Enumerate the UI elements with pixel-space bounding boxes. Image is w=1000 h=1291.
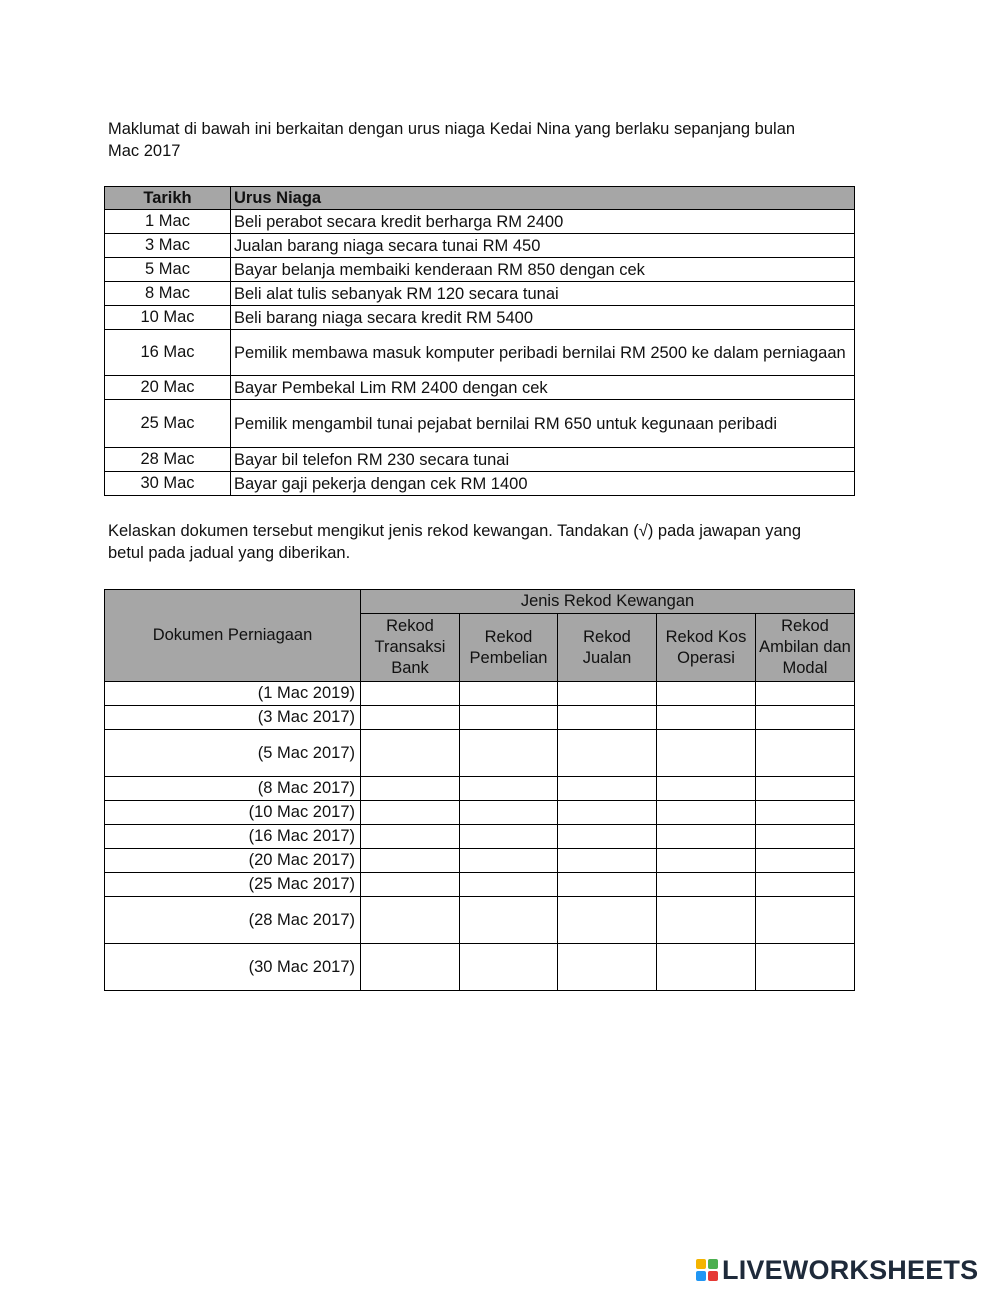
transaction-date: 3 Mac bbox=[105, 234, 231, 258]
answer-cell[interactable] bbox=[657, 849, 756, 873]
answer-cell[interactable] bbox=[361, 849, 460, 873]
answer-cell[interactable] bbox=[756, 873, 855, 897]
answer-cell[interactable] bbox=[657, 801, 756, 825]
answer-cell[interactable] bbox=[756, 706, 855, 730]
answer-cell[interactable] bbox=[756, 849, 855, 873]
transaction-date: 28 Mac bbox=[105, 448, 231, 472]
transactions-header-row bbox=[105, 187, 855, 210]
document-date: (20 Mac 2017) bbox=[105, 849, 361, 873]
answer-cell[interactable] bbox=[756, 897, 855, 944]
liveworksheets-logo bbox=[696, 1255, 978, 1285]
transaction-date: 25 Mac bbox=[105, 400, 231, 448]
answer-cell[interactable] bbox=[460, 849, 558, 873]
document-date: (8 Mac 2017) bbox=[105, 777, 361, 801]
classification-table bbox=[104, 589, 855, 991]
transaction-description: Beli alat tulis sebanyak RM 120 secara tunai bbox=[231, 282, 855, 306]
answer-cell[interactable] bbox=[361, 682, 460, 706]
transaction-row bbox=[105, 448, 855, 472]
answer-cell[interactable] bbox=[558, 730, 657, 777]
document-date: (10 Mac 2017) bbox=[105, 801, 361, 825]
classification-body bbox=[105, 682, 855, 991]
answer-cell[interactable] bbox=[657, 777, 756, 801]
header-urus-niaga: Urus Niaga bbox=[231, 187, 855, 210]
answer-cell[interactable] bbox=[558, 801, 657, 825]
answer-cell[interactable] bbox=[558, 897, 657, 944]
answer-cell[interactable] bbox=[558, 849, 657, 873]
answer-cell[interactable] bbox=[756, 730, 855, 777]
answer-cell[interactable] bbox=[361, 897, 460, 944]
answer-cell[interactable] bbox=[657, 825, 756, 849]
answer-cell[interactable] bbox=[657, 706, 756, 730]
answer-cell[interactable] bbox=[361, 801, 460, 825]
transaction-row bbox=[105, 472, 855, 496]
transaction-description: Bayar Pembekal Lim RM 2400 dengan cek bbox=[231, 376, 855, 400]
document-date: (28 Mac 2017) bbox=[105, 897, 361, 944]
transaction-row bbox=[105, 376, 855, 400]
logo-square-red bbox=[708, 1271, 718, 1281]
answer-cell[interactable] bbox=[558, 944, 657, 991]
classification-row bbox=[105, 944, 855, 991]
document-date: (3 Mac 2017) bbox=[105, 706, 361, 730]
document-date: (25 Mac 2017) bbox=[105, 873, 361, 897]
answer-cell[interactable] bbox=[756, 944, 855, 991]
answer-cell[interactable] bbox=[657, 730, 756, 777]
answer-cell[interactable] bbox=[756, 801, 855, 825]
transaction-date: 8 Mac bbox=[105, 282, 231, 306]
transaction-date: 30 Mac bbox=[105, 472, 231, 496]
transaction-row bbox=[105, 330, 855, 376]
transaction-row bbox=[105, 258, 855, 282]
answer-cell[interactable] bbox=[460, 825, 558, 849]
instruction-text: Kelaskan dokumen tersebut mengikut jenis rekod kewangan. Tandakan (√) pada jawapan yang betul pada jadual yang diberikan. bbox=[108, 522, 802, 562]
transaction-description: Beli perabot secara kredit berharga RM 2400 bbox=[231, 210, 855, 234]
classification-row bbox=[105, 849, 855, 873]
transaction-date: 16 Mac bbox=[105, 330, 231, 376]
answer-cell[interactable] bbox=[460, 682, 558, 706]
logo-square-blue bbox=[696, 1271, 706, 1281]
transaction-description: Pemilik mengambil tunai pejabat bernilai RM 650 untuk kegunaan peribadi bbox=[231, 400, 855, 448]
document-date: (30 Mac 2017) bbox=[105, 944, 361, 991]
answer-cell[interactable] bbox=[558, 873, 657, 897]
answer-cell[interactable] bbox=[460, 777, 558, 801]
transaction-row bbox=[105, 282, 855, 306]
classification-row bbox=[105, 897, 855, 944]
answer-cell[interactable] bbox=[756, 682, 855, 706]
document-date: (1 Mac 2019) bbox=[105, 682, 361, 706]
transaction-description: Pemilik membawa masuk komputer peribadi bernilai RM 2500 ke dalam perniagaan bbox=[231, 330, 855, 376]
answer-cell[interactable] bbox=[756, 825, 855, 849]
header-record-type: Rekod Jualan bbox=[558, 614, 657, 682]
transaction-description: Bayar gaji pekerja dengan cek RM 1400 bbox=[231, 472, 855, 496]
classification-row bbox=[105, 777, 855, 801]
classification-row bbox=[105, 730, 855, 777]
header-record-type: Rekod Ambilan dan Modal bbox=[756, 614, 855, 682]
header-dokumen-perniagaan: Dokumen Perniagaan bbox=[105, 590, 361, 682]
classification-row bbox=[105, 706, 855, 730]
transaction-description: Beli barang niaga secara kredit RM 5400 bbox=[231, 306, 855, 330]
transaction-date: 1 Mac bbox=[105, 210, 231, 234]
classification-header-row-1 bbox=[105, 590, 855, 614]
transactions-body bbox=[105, 210, 855, 496]
document-date: (16 Mac 2017) bbox=[105, 825, 361, 849]
answer-cell[interactable] bbox=[657, 873, 756, 897]
answer-cell[interactable] bbox=[361, 873, 460, 897]
transaction-row bbox=[105, 234, 855, 258]
classification-row bbox=[105, 873, 855, 897]
answer-cell[interactable] bbox=[460, 706, 558, 730]
answer-cell[interactable] bbox=[657, 944, 756, 991]
answer-cell[interactable] bbox=[558, 777, 657, 801]
answer-cell[interactable] bbox=[657, 682, 756, 706]
classification-row bbox=[105, 825, 855, 849]
answer-cell[interactable] bbox=[460, 873, 558, 897]
transaction-description: Bayar belanja membaiki kenderaan RM 850 dengan cek bbox=[231, 258, 855, 282]
transaction-date: 20 Mac bbox=[105, 376, 231, 400]
logo-text: LIVEWORKSHEETS bbox=[722, 1254, 979, 1285]
logo-mark-icon bbox=[696, 1259, 718, 1281]
document-date: (5 Mac 2017) bbox=[105, 730, 361, 777]
header-record-type: Rekod Transaksi Bank bbox=[361, 614, 460, 682]
answer-cell[interactable] bbox=[361, 730, 460, 777]
answer-cell[interactable] bbox=[460, 730, 558, 777]
classification-row bbox=[105, 801, 855, 825]
answer-cell[interactable] bbox=[558, 706, 657, 730]
transaction-description: Bayar bil telefon RM 230 secara tunai bbox=[231, 448, 855, 472]
classification-row bbox=[105, 682, 855, 706]
answer-cell[interactable] bbox=[361, 706, 460, 730]
header-jenis-rekod-kewangan: Jenis Rekod Kewangan bbox=[361, 590, 855, 614]
answer-cell[interactable] bbox=[657, 897, 756, 944]
header-record-type: Rekod Pembelian bbox=[460, 614, 558, 682]
answer-cell[interactable] bbox=[361, 825, 460, 849]
header-tarikh: Tarikh bbox=[105, 187, 231, 210]
answer-cell[interactable] bbox=[460, 897, 558, 944]
transaction-date: 5 Mac bbox=[105, 258, 231, 282]
answer-cell[interactable] bbox=[756, 777, 855, 801]
answer-cell[interactable] bbox=[361, 944, 460, 991]
answer-cell[interactable] bbox=[361, 777, 460, 801]
logo-square-green bbox=[708, 1259, 718, 1269]
transaction-row bbox=[105, 400, 855, 448]
header-record-type: Rekod Kos Operasi bbox=[657, 614, 756, 682]
transactions-table bbox=[104, 186, 855, 496]
transaction-row bbox=[105, 306, 855, 330]
transaction-description: Jualan barang niaga secara tunai RM 450 bbox=[231, 234, 855, 258]
answer-cell[interactable] bbox=[558, 682, 657, 706]
answer-cell[interactable] bbox=[558, 825, 657, 849]
transaction-row bbox=[105, 210, 855, 234]
answer-cell[interactable] bbox=[460, 801, 558, 825]
logo-square-yellow bbox=[696, 1259, 706, 1269]
transaction-date: 10 Mac bbox=[105, 306, 231, 330]
intro-text: Maklumat di bawah ini berkaitan dengan urus niaga Kedai Nina yang berlaku sepanjang bulan Mac 2017 bbox=[108, 120, 796, 160]
answer-cell[interactable] bbox=[460, 944, 558, 991]
